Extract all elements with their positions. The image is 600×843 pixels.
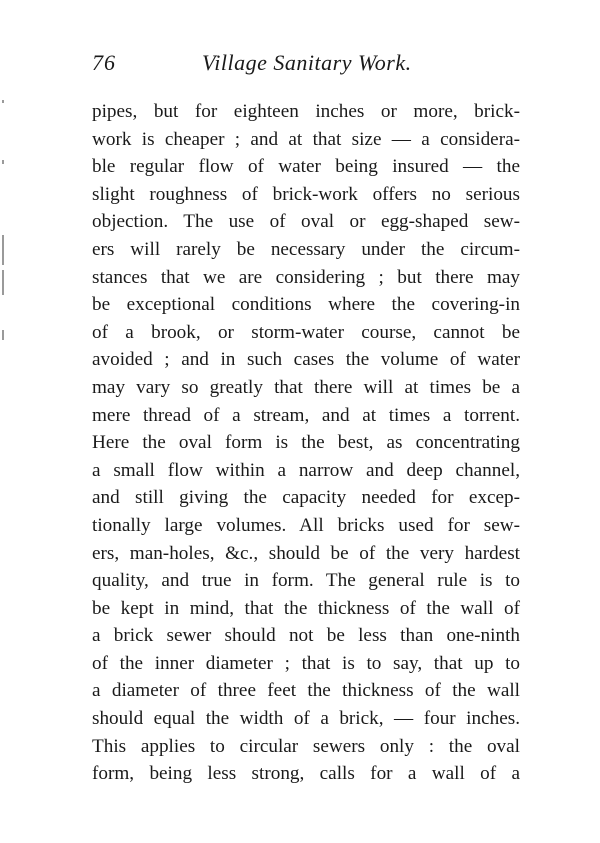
text-line: should equal the width of a brick, — four inches. xyxy=(92,708,520,730)
text-line: ble regular flow of water being insured — the xyxy=(92,156,520,178)
page-header xyxy=(92,50,522,84)
binding-edge-marks xyxy=(2,60,10,460)
text-line: may vary so greatly that there will at times be a xyxy=(92,376,520,398)
text-line: slight roughness of brick-work offers no serious xyxy=(92,183,520,205)
page-number: 76 xyxy=(92,50,116,75)
text-line: work is cheaper ; and at that size — a considera- xyxy=(92,128,520,150)
text-line: objection. The use of oval or egg-shaped sew- xyxy=(92,211,520,233)
text-line: and still giving the capacity needed for excep- xyxy=(92,487,520,509)
text-line: mere thread of a stream, and at times a torrent. xyxy=(92,404,520,426)
text-line: avoided ; and in such cases the volume of water xyxy=(92,349,520,371)
running-title: Village Sanitary Work. xyxy=(202,50,412,75)
body-text xyxy=(92,98,520,788)
text-line: be exceptional conditions where the covering-in xyxy=(92,294,520,316)
text-line: a diameter of three feet the thickness of the wall xyxy=(92,680,520,702)
text-line: of a brook, or storm-water course, cannot be xyxy=(92,321,520,343)
text-line: form, being less strong, calls for a wall of a xyxy=(92,763,520,785)
text-line: This applies to circular sewers only : the oval xyxy=(92,735,520,757)
text-line: be kept in mind, that the thickness of the wall of xyxy=(92,597,520,619)
text-line: Here the oval form is the best, as concentrating xyxy=(92,432,520,454)
text-line: quality, and true in form. The general rule is to xyxy=(92,570,520,592)
text-line: ers will rarely be necessary under the circum- xyxy=(92,238,520,260)
text-line: stances that we are considering ; but there may xyxy=(92,266,520,288)
text-line: tionally large volumes. All bricks used for sew- xyxy=(92,514,520,536)
text-line: a brick sewer should not be less than one-ninth xyxy=(92,625,520,647)
text-line: pipes, but for eighteen inches or more, brick- xyxy=(92,101,520,122)
text-line: a small flow within a narrow and deep channel, xyxy=(92,459,520,481)
text-line: ers, man-holes, &c., should be of the very hardest xyxy=(92,542,520,564)
text-line: of the inner diameter ; that is to say, that up to xyxy=(92,652,520,674)
